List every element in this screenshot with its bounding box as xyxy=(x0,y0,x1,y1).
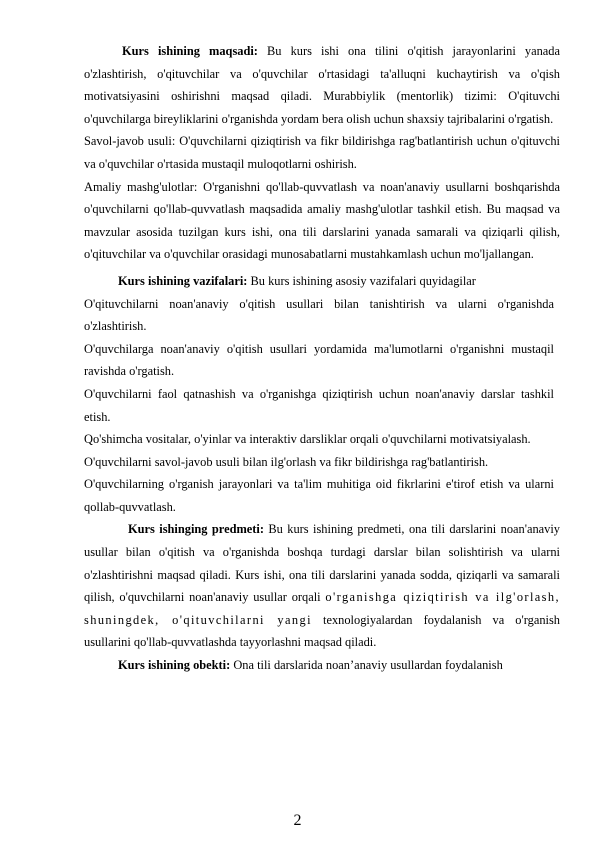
tasks-heading: Kurs ishining vazifalari: xyxy=(118,273,248,288)
task-item: O'quvchilarning o'rganish jarayonlari va ta'lim muhitiga oid fikrlarini e'tirof etish va ularni qollab-quvvatlash. xyxy=(84,477,554,514)
object-text: Ona tili darslarida noan’anaviy usullardan foydalanish xyxy=(230,658,503,673)
task-item: O'quvchilarga noan'anaviy o'qitish usullari yordamida ma'lumotlarni o'rganishni mustaqil ravishda o'rgatish. xyxy=(84,341,554,379)
task-item: O'quvchilarni faol qatnashish va o'rganishga qiziqtirish uchun noan'anaviy darslar tashkil etish. xyxy=(84,386,554,424)
subject-paragraph xyxy=(84,518,560,654)
subject-text-spaced: o'rganishga qiziqtirish va ilg'orlash, shuningdek, o'qituvchilarni yangi xyxy=(84,590,560,627)
goal-paragraph xyxy=(84,40,560,130)
task-item: O'qituvchilarni noan'anaviy o'qitish usullari bilan tanishtirish va ularni o'rganishda o'zlashtirish. xyxy=(84,296,554,334)
tasks-section xyxy=(84,270,554,519)
practical-lessons-paragraph: Amaliy mashg'ulotlar: O'rganishni qo'llab-quvvatlash va noan'anaviy usullarni boshqarishda o'quvchilarni qo'llab-quvvatlash maqsadida amaliy mashg'ulotlar tashkil etish. Bu maqsad va mavzular asosida tuzilgan kurs ishi, ona tili darslarini yanada samarali va qiziqarli qilish, o'qituvchilar va o'quvchilar orasidagi munosabatlarni mustahkamlash uchun mo'ljallangan. xyxy=(84,179,560,262)
object-heading: Kurs ishining obekti: xyxy=(118,658,231,673)
goal-heading: Kurs ishining maqsadi: xyxy=(122,44,258,58)
subject-text-a: Bu kurs ishining predmeti, ona tili darslarini noan'anaviy usullar bilan o'qitish va o'rganishda boshqa turdagi darslar bilan solishtirish va ularni o'zlashtirishni maqsad qiladi. Kurs ishi, ona tili darslarini yanada sodda, qiziqarli va samarali qilish, o'quvchilarni noan'anaviy usullar orqali xyxy=(84,522,560,605)
document-page xyxy=(84,40,560,677)
subject-text-b: texnologiyalardan foydalanish va o'rganish usullarini qo'llab-quvvatlashda tayyorlashni maqsad qiladi. xyxy=(84,612,560,650)
tasks-paragraph xyxy=(84,270,554,293)
page-number: 2 xyxy=(293,812,302,829)
goal-text: Bu kurs ishi ona tilini o'qitish jarayonlarini yanada o'zlashtirish, o'qituvchilar va o'quvchilar o'rtasidagi ta'alluqni kuchaytirish va o'qish motivatsiyasini oshirishni maqsad qiladi. Murabbiylik (mentorlik) tizimi: O'qituvchi o'quvchilarga bireyliklarini o'rganishda yordam bera olish uchun shaxsiy tajribalarini o'rgatish. xyxy=(84,44,560,126)
qa-method-paragraph: Savol-javob usuli: O'quvchilarni qiziqtirish va fikr bildirishga rag'batlantirish uchun o'qituvchi va o'quvchilar o'rtasida mustaqil muloqotlarni oshirish. xyxy=(84,134,560,171)
task-item: O'quvchilarni savol-javob usuli bilan ilg'orlash va fikr bildirishga rag'batlantirish. xyxy=(84,454,489,469)
subject-heading: Kurs ishinging predmeti: xyxy=(128,522,264,537)
object-paragraph xyxy=(84,654,560,677)
task-item: Qo'shimcha vositalar, o'yinlar va interaktiv darsliklar orqali o'quvchilarni motivatsiyalash. xyxy=(84,432,531,447)
tasks-intro: Bu kurs ishining asosiy vazifalari quyidagilar xyxy=(247,273,476,288)
